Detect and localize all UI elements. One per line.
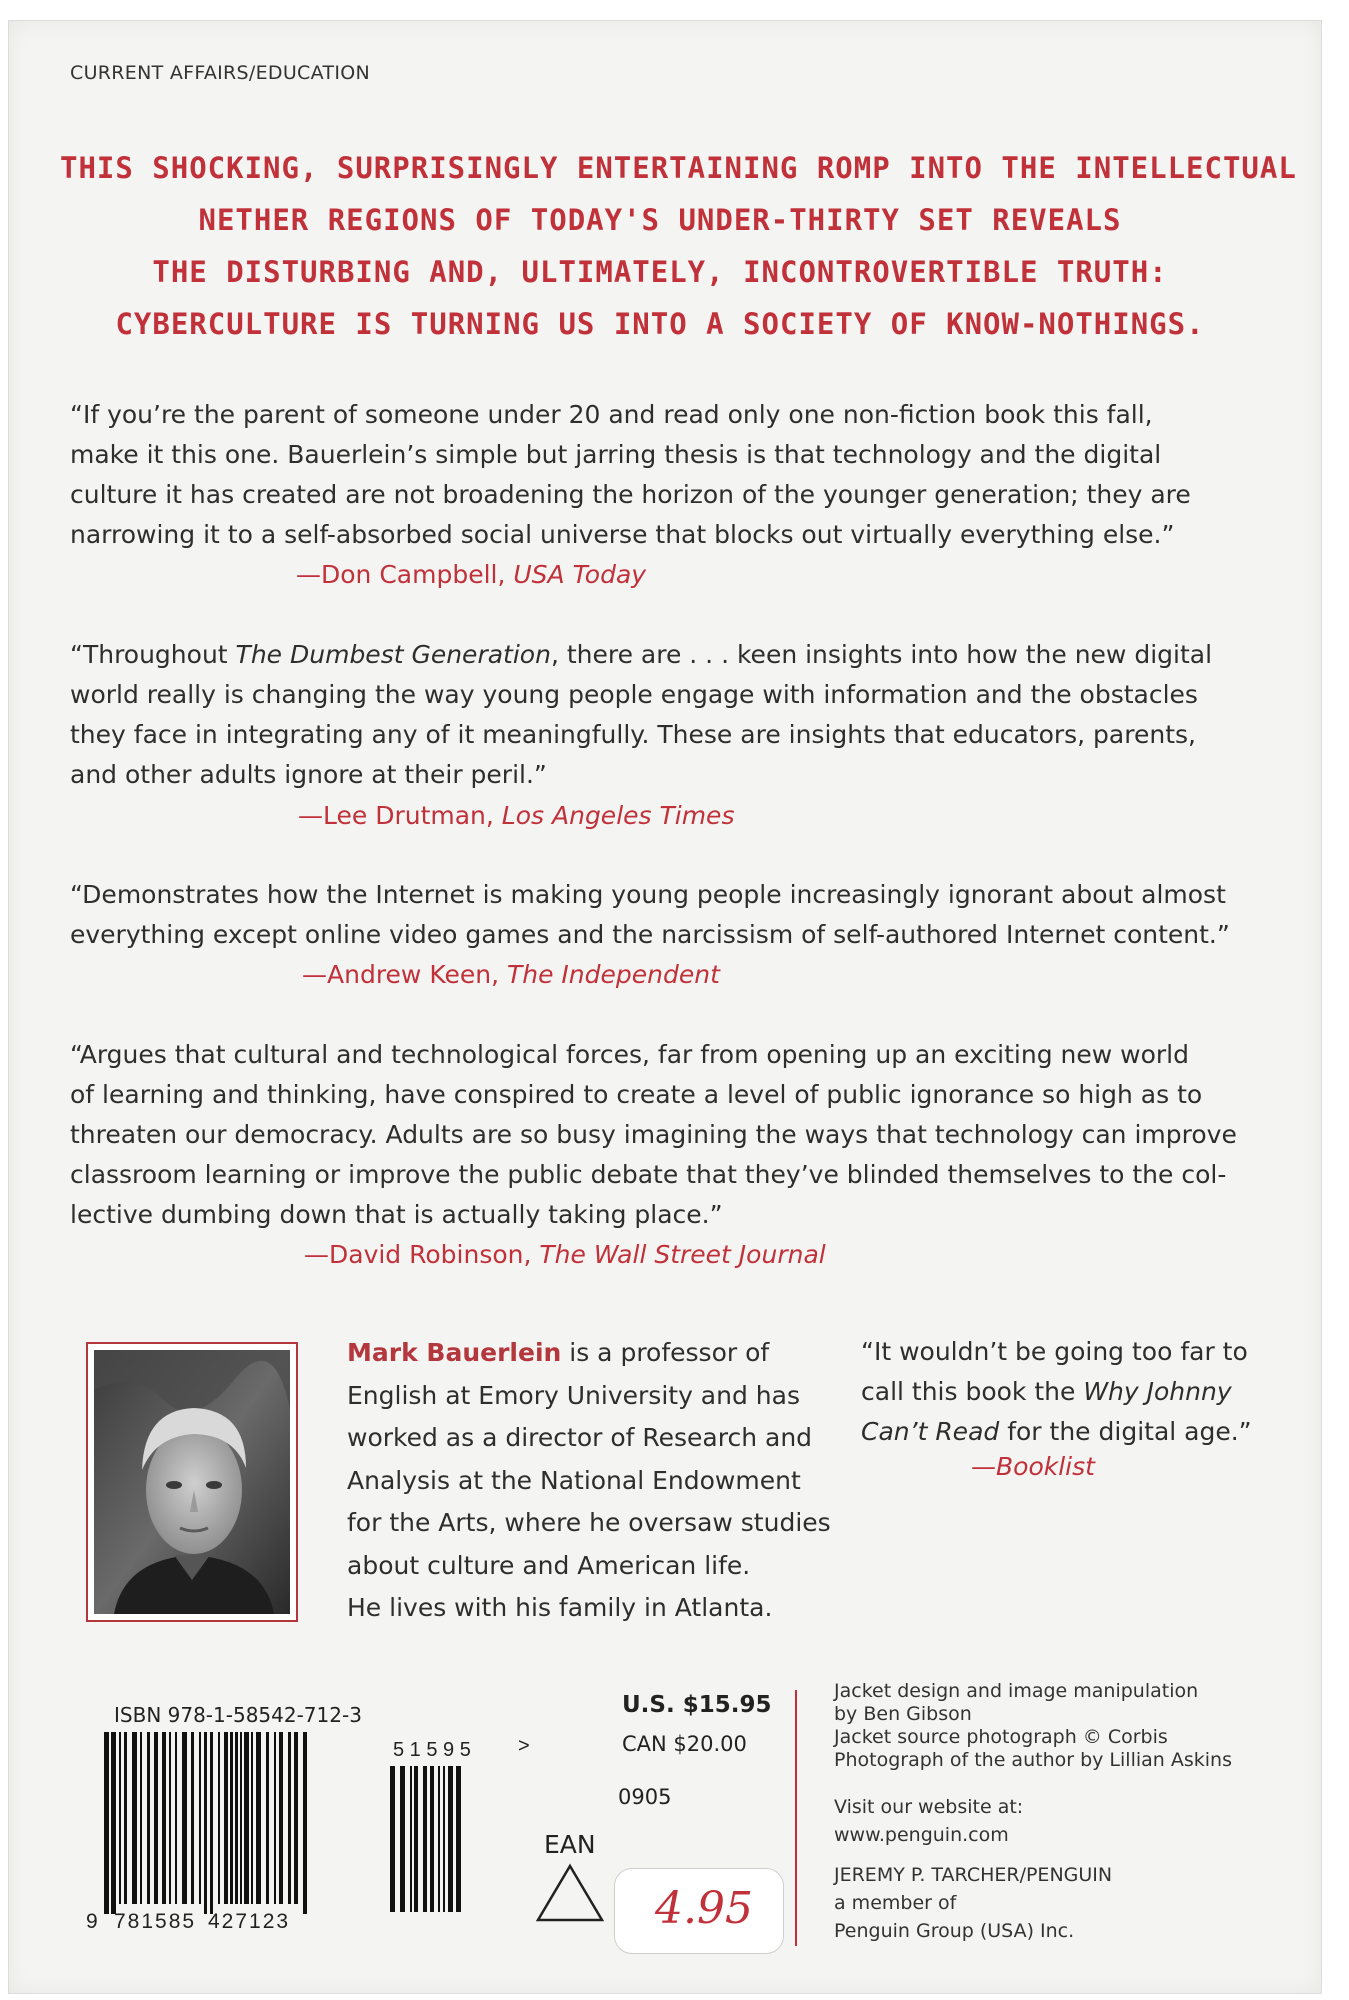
barcode-bar xyxy=(210,1732,213,1914)
barcode-bar xyxy=(266,1732,269,1904)
barcode-bar xyxy=(240,1732,242,1904)
barcode-bar xyxy=(400,1766,405,1912)
bio-line-text: is a professor of xyxy=(561,1338,770,1367)
barcode-bar xyxy=(390,1766,395,1912)
barcode-bar xyxy=(104,1732,109,1914)
quote-line xyxy=(861,1412,1281,1452)
book-title: Can’t Read xyxy=(861,1417,1000,1446)
barcode-digits-left: 781585 xyxy=(114,1910,197,1933)
quote-text: call this book the xyxy=(861,1377,1084,1406)
barcode-bar xyxy=(191,1732,194,1904)
quote-attribution-1 xyxy=(296,560,646,589)
barcode-bar xyxy=(199,1732,201,1904)
review-quote-4 xyxy=(70,1035,1250,1235)
barcode-bar xyxy=(230,1732,233,1904)
author-photo xyxy=(94,1350,290,1614)
barcode-bar xyxy=(169,1732,171,1904)
barcode-digits-right: 427123 xyxy=(208,1910,291,1933)
bio-line: worked as a director of Research and xyxy=(347,1423,813,1452)
headline xyxy=(60,142,1297,350)
quote-attribution-3 xyxy=(302,960,720,989)
booklist-quote xyxy=(861,1332,1281,1452)
quote-attribution-2 xyxy=(298,801,734,830)
website-block xyxy=(834,1793,1023,1849)
barcode-bar xyxy=(124,1732,127,1904)
jacket-credits xyxy=(834,1680,1232,1772)
barcode-addon-arrow: > xyxy=(518,1735,530,1757)
quote-line: “Throughout The Dumbest Generation, there are . . . keen insights into how the new digital xyxy=(70,640,1213,669)
barcode-bar xyxy=(111,1732,116,1914)
quote-line: and other adults ignore at their peril.” xyxy=(70,760,547,789)
bio-line: for the Arts, where he oversaw studies xyxy=(347,1508,831,1537)
author-bio xyxy=(347,1332,831,1630)
barcode-bar xyxy=(410,1766,412,1912)
quote-line: make it this one. Bauerlein’s simple but jarring thesis is that technology and the digital xyxy=(70,440,1162,469)
publisher-block xyxy=(834,1861,1112,1945)
headline-line: THE DISTURBING AND, ULTIMATELY, INCONTROVERTIBLE TRUTH: xyxy=(152,255,1168,289)
vertical-divider xyxy=(795,1690,797,1946)
barcode-addon-digits: 5 1 5 9 5 xyxy=(393,1739,471,1761)
credit-line: Jacket design and image manipulation xyxy=(834,1680,1199,1702)
quote-line: they face in integrating any of it meaningfully. These are insights that educators, parents, xyxy=(70,720,1196,749)
barcode xyxy=(78,1722,538,1940)
category-label: CURRENT AFFAIRS/EDUCATION xyxy=(70,62,371,84)
attribution-author: —Don Campbell, xyxy=(296,560,514,589)
barcode-bar xyxy=(175,1732,177,1904)
barcode-bar xyxy=(256,1732,261,1904)
bio-line: about culture and American life. xyxy=(347,1550,751,1580)
credit-line: Jacket source photograph © Corbis xyxy=(834,1726,1168,1748)
quote-attribution-4 xyxy=(304,1240,826,1269)
publisher-line: a member of xyxy=(834,1892,957,1914)
quote-line: threaten our democracy. Adults are so busy imagining the ways that technology can improve xyxy=(70,1120,1237,1149)
barcode-bar xyxy=(162,1732,166,1904)
barcode-bar xyxy=(235,1732,238,1904)
barcode-bar xyxy=(448,1766,453,1912)
quote-text: for the digital age.” xyxy=(999,1417,1252,1446)
attribution-source: Los Angeles Times xyxy=(501,801,735,830)
barcode-digit-first: 9 xyxy=(86,1910,98,1933)
quote-line xyxy=(861,1372,1281,1412)
barcode-bar xyxy=(274,1732,276,1904)
addon-barcode-bars xyxy=(390,1766,461,1912)
quote-line: narrowing it to a self-absorbed social universe that blocks out virtually everything else.” xyxy=(70,520,1175,549)
handwritten-price: 4.95 xyxy=(655,1883,753,1934)
publisher-line: JEREMY P. TARCHER/PENGUIN xyxy=(834,1864,1113,1886)
bio-line: Analysis at the National Endowment xyxy=(347,1465,801,1495)
attribution-source: The Wall Street Journal xyxy=(539,1240,826,1269)
publisher-line: Penguin Group (USA) Inc. xyxy=(834,1920,1075,1942)
barcode-bar xyxy=(288,1732,291,1904)
barcode-bar xyxy=(414,1766,418,1912)
quote-line: everything except online video games and the narcissism of self-authored Internet content.” xyxy=(70,920,1230,949)
price-sticker xyxy=(614,1868,784,1954)
attribution-author: —Lee Drutman, xyxy=(298,801,502,830)
credit-line: Photograph of the author by Lillian Askins xyxy=(834,1749,1232,1771)
website-url: www.penguin.com xyxy=(834,1824,1009,1846)
website-label: Visit our website at: xyxy=(834,1796,1024,1818)
barcode-bar xyxy=(430,1766,434,1912)
barcode-bar xyxy=(224,1732,228,1904)
booklist-attribution: —Booklist xyxy=(971,1452,1095,1481)
barcode-bar xyxy=(251,1732,253,1904)
main-barcode-bars xyxy=(104,1732,307,1914)
quote-line: world really is changing the way young people engage with information and the obstacles xyxy=(70,680,1198,709)
barcode-bar xyxy=(423,1766,427,1912)
barcode-bar xyxy=(294,1732,298,1904)
quote-line: of learning and thinking, have conspired to create a level of public ignorance so high as to xyxy=(70,1080,1203,1109)
bio-line xyxy=(347,1332,807,1375)
price-us: U.S. $15.95 xyxy=(622,1692,772,1718)
book-title: The Dumbest Generation xyxy=(235,640,551,669)
headline-line: CYBERCULTURE IS TURNING US INTO A SOCIETY OF KNOW-NOTHINGS. xyxy=(115,307,1205,341)
quote-line: “If you’re the parent of someone under 20 and read only one non-fiction book this fall, xyxy=(70,400,1153,429)
barcode-bar xyxy=(456,1766,461,1912)
quote-line: “Argues that cultural and technological forces, far from opening up an exciting new world xyxy=(70,1040,1189,1069)
isbn-label: ISBN 978-1-58542-712-3 xyxy=(114,1703,362,1727)
barcode-bar xyxy=(182,1732,187,1904)
barcode-bar xyxy=(140,1732,142,1904)
review-quote-1 xyxy=(70,395,1250,555)
attribution-author: —David Robinson, xyxy=(304,1240,540,1269)
book-title: Why Johnny xyxy=(1083,1377,1232,1406)
barcode-bar xyxy=(279,1732,283,1904)
barcode-bar xyxy=(119,1732,121,1904)
price-can: CAN $20.00 xyxy=(622,1732,747,1756)
attribution-source: USA Today xyxy=(513,560,647,589)
product-code: 0905 xyxy=(618,1785,672,1809)
barcode-bar xyxy=(147,1732,150,1904)
barcode-bar xyxy=(204,1732,207,1914)
triangle-icon xyxy=(534,1862,606,1924)
bio-line: He lives with his family in Atlanta. xyxy=(347,1593,773,1622)
barcode-bar xyxy=(218,1732,220,1904)
ean-label: EAN xyxy=(544,1830,596,1859)
barcode-bar xyxy=(303,1732,307,1914)
barcode-bar xyxy=(132,1732,137,1904)
credit-line: by Ben Gibson xyxy=(834,1703,972,1725)
attribution-author: —Andrew Keen, xyxy=(302,960,507,989)
barcode-bar xyxy=(438,1766,440,1912)
barcode-bar xyxy=(154,1732,158,1904)
barcode-bar xyxy=(244,1732,249,1904)
quote-line: “Demonstrates how the Internet is making young people increasingly ignorant about almost xyxy=(70,880,1226,909)
quote-line: “It wouldn’t be going too far to xyxy=(861,1337,1248,1366)
author-name: Mark Bauerlein xyxy=(347,1338,562,1367)
headline-line: THIS SHOCKING, SURPRISINGLY ENTERTAINING ROMP INTO THE INTELLECTUAL xyxy=(60,151,1297,185)
barcode-bar xyxy=(443,1766,445,1912)
bio-line: English at Emory University and has xyxy=(347,1380,800,1410)
author-photo-frame xyxy=(86,1342,298,1622)
review-quote-3 xyxy=(70,875,1250,955)
quote-line: classroom learning or improve the public debate that they’ve blinded themselves to the col- xyxy=(70,1160,1227,1189)
attribution-source: The Independent xyxy=(506,960,720,989)
headline-line: NETHER REGIONS OF TODAY'S UNDER-THIRTY SET REVEALS xyxy=(198,203,1122,237)
quote-line: culture it has created are not broadening the horizon of the younger generation; they are xyxy=(70,480,1191,509)
review-quote-2 xyxy=(70,635,1250,795)
quote-line: lective dumbing down that is actually taking place.” xyxy=(70,1200,723,1229)
